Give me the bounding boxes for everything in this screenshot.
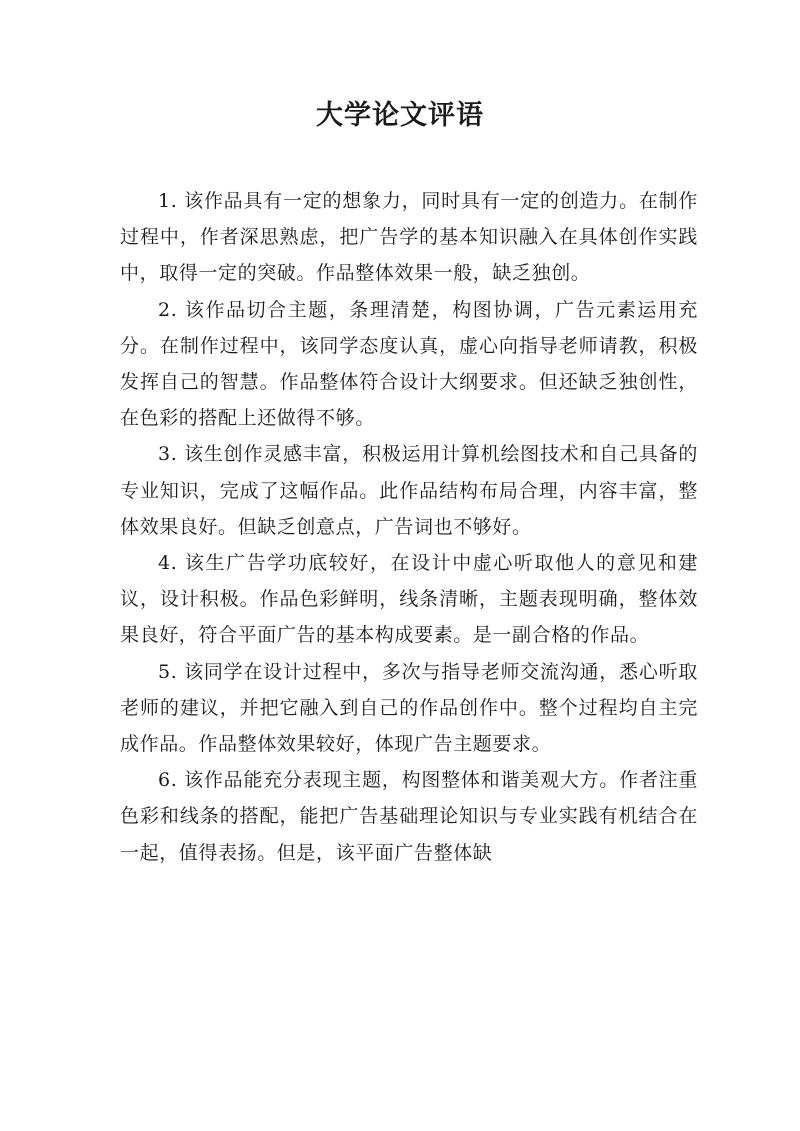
paragraph-2: 2. 该作品切合主题，条理清楚，构图协调，广告元素运用充分。在制作过程中，该同学态度认真，虚心向指导老师请教，积极发挥自己的智慧。作品整体符合设计大纲要求。但还缺乏独创性，在色彩的搭配上还做得不够。: [120, 298, 698, 430]
paragraph-5: 5. 该同学在设计过程中，多次与指导老师交流沟通，悉心听取老师的建议，并把它融入到自己的作品创作中。整个过程均自主完成作品。作品整体效果较好，体现广告主题要求。: [120, 660, 698, 756]
paragraph-1: 1. 该作品具有一定的想象力，同时具有一定的创造力。在制作过程中，作者深思熟虑，把广告学的基本知识融入在具体创作实践中，取得一定的突破。作品整体效果一般，缺乏独创。: [120, 190, 698, 285]
paragraph-6: 6. 该作品能充分表现主题，构图整体和谐美观大方。作者注重色彩和线条的搭配，能把广告基础理论知识与专业实践有机结合在一起，值得表扬。但是，该平面广告整体缺: [120, 769, 698, 864]
paragraph-4: 4. 该生广告学功底较好，在设计中虚心听取他人的意见和建议，设计积极。作品色彩鲜明，线条清晰，主题表现明确，整体效果良好，符合平面广告的基本构成要素。是一副合格的作品。: [120, 552, 698, 647]
paragraph-3: 3. 该生创作灵感丰富，积极运用计算机绘图技术和自己具备的专业知识，完成了这幅作品。此作品结构布局合理，内容丰富，整体效果良好。但缺乏创意点，广告词也不够好。: [120, 443, 698, 538]
page-title: 大学论文评语: [316, 100, 484, 131]
document-body: [120, 183, 698, 871]
